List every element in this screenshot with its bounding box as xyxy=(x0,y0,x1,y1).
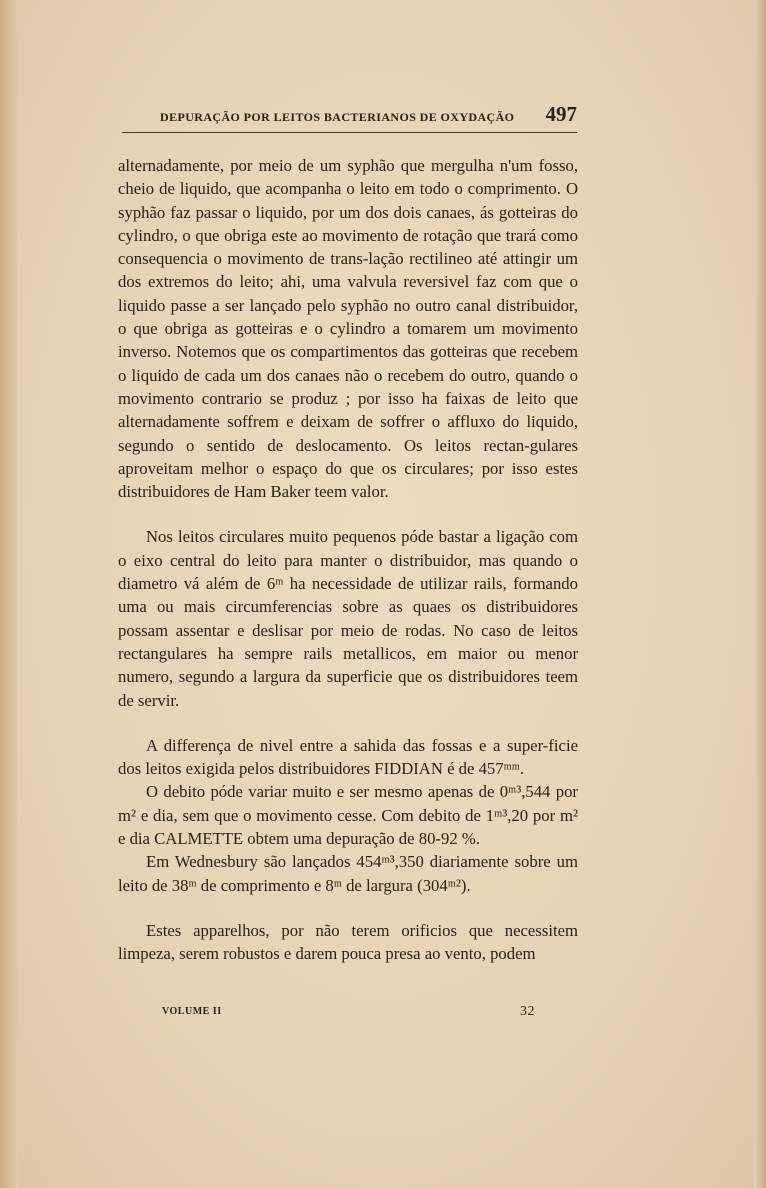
volume-label: VOLUME II xyxy=(162,1006,222,1017)
page-number: 497 xyxy=(545,102,577,126)
paragraph-4: O debito póde variar muito e ser mesmo apenas de 0ᵐ³,544 por m² e dia, sem que o movimento cesse. Com debito de 1ᵐ³,20 por m² e dia CALMETTE obtem uma depuração de 80-92 %. xyxy=(118,782,578,849)
page-edge-right xyxy=(754,0,766,1188)
paragraph-6: Estes apparelhos, por não terem orificios que necessitem limpeza, serem robustos e darem pouca presa ao vento, podem xyxy=(118,920,578,964)
paragraph-5: Em Wednesbury são lançados 454ᵐ³,350 diariamente sobre um leito de 38ᵐ de comprimento e 8ᵐ de largura (304ᵐ²). xyxy=(118,852,578,895)
paragraph-3: A differença de nivel entre a sahida das fossas e a super-ficie dos leitos exigida pelos distribuidores FIDDIAN é de 457ᵐᵐ. xyxy=(118,735,578,779)
page-edge-left xyxy=(0,0,18,1188)
page-footer xyxy=(118,1004,578,1024)
paragraph-1: alternadamente, por meio de um syphão que mergulha n'um fosso, cheio de liquido, que acompanha o leito em todo o comprimento. O syphão faz passar o liquido, por um dos dois canaes, ás gotteiras do cylindro, o que obriga este ao movimento de rotação que trará como consequencia o movimento de trans-lação rectilineo até attingir um dos extremos do leito; ahi, uma valvula reversivel faz com que o liquido passe a ser lançado pelo syphão no outro canal distribuidor, o que obriga as gotteiras e o cylindro a tomarem um movimento inverso. Notemos que os compartimentos das gotteiras que recebem o liquido de cada um dos canaes não o recebem do outro, quando o movimento contrario se produz ; por isso ha faixas de leito que alternadamente soffrem e deixam de soffrer o affluxo do liquido, segundo o sentido de deslocamento. Os leitos rectan-gulares aproveitam melhor o espaço do que os circulares; por isso estes distribuidores de Ham Baker teem valor. xyxy=(118,156,578,502)
signature-mark: 32 xyxy=(520,1004,535,1019)
paragraph-2: Nos leitos circulares muito pequenos póde bastar a ligação com o eixo central do leito para manter o distribuidor, mas quando o diametro vá além de 6ᵐ ha necessidade de utilizar rails, formando uma ou mais circumferencias sobre as quaes os distribuidores possam assentar e deslisar por meio de rodas. No caso de leitos rectangulares ha sempre rails metallicos, em maior ou menor numero, segundo a largura da superficie que os distribuidores teem de servir. xyxy=(118,527,578,710)
page-header xyxy=(122,102,577,133)
page-body xyxy=(118,154,578,966)
running-title: DEPURAÇÃO POR LEITOS BACTERIANOS DE OXYDAÇÃO xyxy=(160,110,515,124)
